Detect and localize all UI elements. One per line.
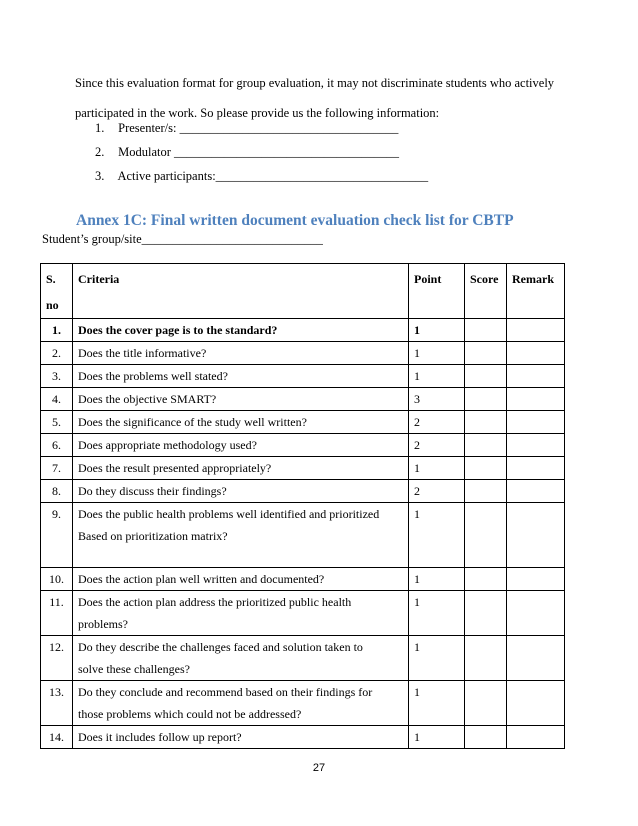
row-point: 1 [409, 457, 465, 480]
table-row [41, 365, 565, 388]
list-number: 2. [95, 145, 105, 159]
criteria-line-1: Do they describe the challenges faced and solution taken to [78, 640, 363, 654]
criteria-line-1: Does it includes follow up report? [78, 730, 242, 744]
row-remark-cell[interactable] [507, 681, 565, 726]
row-remark-cell[interactable] [507, 457, 565, 480]
row-remark-cell[interactable] [507, 388, 565, 411]
row-point: 2 [409, 411, 465, 434]
header-point: Point [409, 264, 465, 319]
student-group-site-line: Student’s group/site_____________________________ [42, 232, 323, 246]
table-row [41, 681, 565, 726]
row-sno: 5. [41, 411, 73, 434]
row-criteria [73, 342, 409, 365]
table-row [41, 480, 565, 503]
table-row [41, 568, 565, 591]
list-item [95, 140, 428, 164]
list-number: 3. [95, 169, 105, 183]
row-point: 1 [409, 636, 465, 681]
row-sno: 10. [41, 568, 73, 591]
row-point: 1 [409, 726, 465, 749]
table-row [41, 319, 565, 342]
annex-title: Annex 1C: Final written document evaluation check list for CBTP [76, 212, 514, 229]
criteria-line-2: Based on prioritization matrix? [78, 529, 228, 543]
criteria-line-1: Does the action plan address the prioritized public health [78, 595, 352, 609]
row-score-cell[interactable] [465, 457, 507, 480]
row-remark-cell[interactable] [507, 636, 565, 681]
header-criteria: Criteria [73, 264, 409, 319]
row-sno: 4. [41, 388, 73, 411]
row-remark-cell[interactable] [507, 503, 565, 568]
row-criteria [73, 480, 409, 503]
row-criteria [73, 681, 409, 726]
info-list [95, 116, 428, 188]
row-sno: 7. [41, 457, 73, 480]
row-criteria [73, 503, 409, 568]
table-row [41, 411, 565, 434]
table-row [41, 636, 565, 681]
row-score-cell[interactable] [465, 388, 507, 411]
row-score-cell[interactable] [465, 411, 507, 434]
row-remark-cell[interactable] [507, 411, 565, 434]
table-row [41, 503, 565, 568]
row-point: 2 [409, 434, 465, 457]
row-sno: 2. [41, 342, 73, 365]
table-row [41, 591, 565, 636]
intro-line-2: participated in the work. So please provide us the following information: [75, 106, 440, 120]
row-criteria [73, 319, 409, 342]
row-score-cell[interactable] [465, 681, 507, 726]
criteria-line-1: Does the action plan well written and documented? [78, 572, 325, 586]
criteria-line-1: Does the problems well stated? [78, 369, 228, 383]
criteria-line-1: Does the title informative? [78, 346, 207, 360]
list-text: Presenter/s: ___________________________________ [118, 121, 399, 135]
row-criteria [73, 568, 409, 591]
row-point: 1 [409, 319, 465, 342]
row-score-cell[interactable] [465, 365, 507, 388]
table-row [41, 457, 565, 480]
row-sno: 6. [41, 434, 73, 457]
row-criteria [73, 411, 409, 434]
row-sno: 12. [41, 636, 73, 681]
page-number: 27 [312, 762, 326, 774]
row-score-cell[interactable] [465, 480, 507, 503]
table-row [41, 342, 565, 365]
criteria-line-1: Does the significance of the study well written? [78, 415, 307, 429]
row-sno: 1. [41, 319, 73, 342]
criteria-line-1: Does the cover page is to the standard? [78, 323, 278, 337]
list-text: Active participants:__________________________________ [117, 169, 429, 183]
header-sno-line-1: S. [46, 272, 56, 286]
row-sno: 9. [41, 503, 73, 568]
row-sno: 14. [41, 726, 73, 749]
criteria-line-1: Does the result presented appropriately? [78, 461, 272, 475]
list-number: 1. [95, 121, 105, 135]
row-point: 1 [409, 591, 465, 636]
criteria-line-1: Does the public health problems well identified and prioritized [78, 507, 380, 521]
row-criteria [73, 434, 409, 457]
list-text: Modulator ____________________________________ [118, 145, 400, 159]
header-sno [41, 264, 73, 319]
row-score-cell[interactable] [465, 434, 507, 457]
row-remark-cell[interactable] [507, 365, 565, 388]
header-score: Score [465, 264, 507, 319]
row-point: 1 [409, 681, 465, 726]
row-remark-cell[interactable] [507, 342, 565, 365]
row-sno: 3. [41, 365, 73, 388]
row-score-cell[interactable] [465, 319, 507, 342]
row-point: 1 [409, 365, 465, 388]
criteria-line-1: Do they discuss their findings? [78, 484, 227, 498]
list-item [95, 116, 428, 140]
row-score-cell[interactable] [465, 568, 507, 591]
row-score-cell[interactable] [465, 342, 507, 365]
row-remark-cell[interactable] [507, 480, 565, 503]
row-criteria [73, 636, 409, 681]
row-remark-cell[interactable] [507, 434, 565, 457]
row-point: 1 [409, 503, 465, 568]
row-remark-cell[interactable] [507, 726, 565, 749]
table-row [41, 726, 565, 749]
row-criteria [73, 726, 409, 749]
header-sno-line-2: no [46, 298, 59, 312]
row-point: 3 [409, 388, 465, 411]
criteria-line-1: Does the objective SMART? [78, 392, 217, 406]
table-row [41, 434, 565, 457]
row-criteria [73, 365, 409, 388]
intro-line-1: Since this evaluation format for group evaluation, it may not discriminate students who actively [75, 76, 555, 90]
criteria-line-2: problems? [78, 617, 128, 631]
row-sno: 11. [41, 591, 73, 636]
row-score-cell[interactable] [465, 636, 507, 681]
row-remark-cell[interactable] [507, 319, 565, 342]
criteria-line-2: solve these challenges? [78, 662, 190, 676]
table-row [41, 388, 565, 411]
row-point: 1 [409, 568, 465, 591]
criteria-line-2: those problems which could not be addressed? [78, 707, 302, 721]
list-item [95, 164, 428, 188]
row-criteria [73, 591, 409, 636]
row-criteria [73, 388, 409, 411]
row-sno: 13. [41, 681, 73, 726]
row-score-cell[interactable] [465, 503, 507, 568]
row-remark-cell[interactable] [507, 568, 565, 591]
criteria-line-1: Does appropriate methodology used? [78, 438, 257, 452]
row-remark-cell[interactable] [507, 591, 565, 636]
evaluation-checklist-table [40, 263, 565, 749]
row-point: 2 [409, 480, 465, 503]
table-header-row [41, 264, 565, 319]
row-score-cell[interactable] [465, 591, 507, 636]
row-point: 1 [409, 342, 465, 365]
criteria-line-1: Do they conclude and recommend based on their findings for [78, 685, 373, 699]
row-score-cell[interactable] [465, 726, 507, 749]
row-criteria [73, 457, 409, 480]
header-remark: Remark [507, 264, 565, 319]
row-sno: 8. [41, 480, 73, 503]
